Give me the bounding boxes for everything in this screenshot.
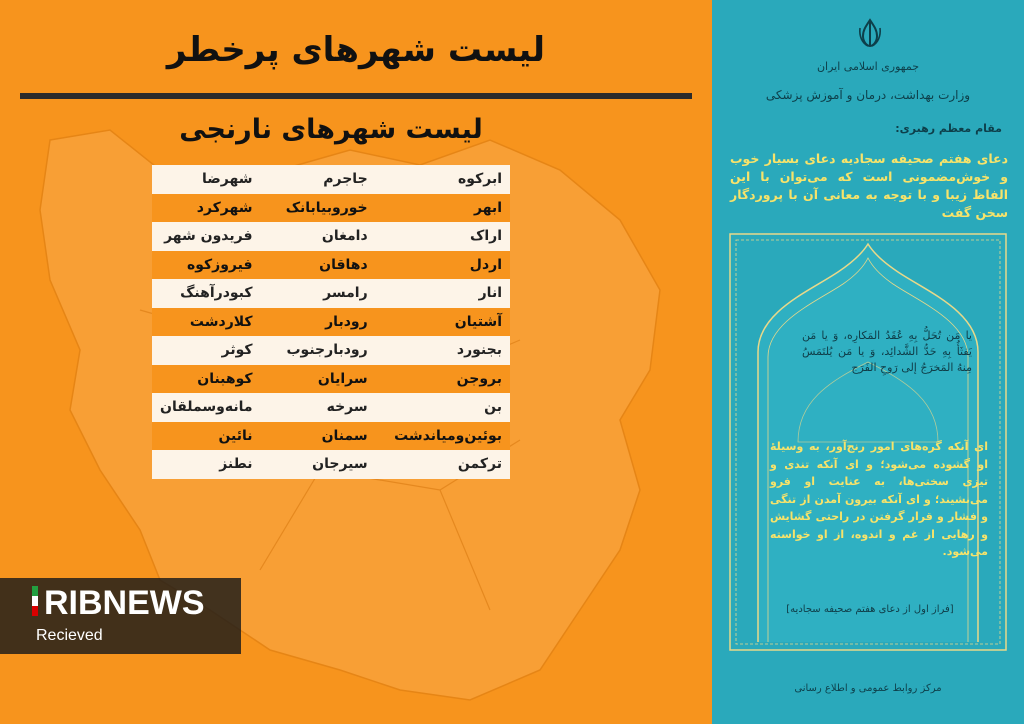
city-cell: رامسر bbox=[261, 279, 376, 308]
city-cell: کلاردشت bbox=[152, 308, 261, 337]
city-cell: سرایان bbox=[261, 365, 376, 394]
iran-flag-icon bbox=[32, 586, 38, 616]
city-cell: دامغان bbox=[261, 222, 376, 251]
table-row bbox=[152, 422, 510, 451]
ministry-name: وزارت بهداشت، درمان و آموزش پزشکی bbox=[765, 88, 971, 102]
city-cell: بروجن bbox=[376, 365, 510, 394]
city-cell: ابرکوه bbox=[376, 165, 510, 194]
city-cell: ابهر bbox=[376, 194, 510, 223]
city-cell: اراک bbox=[376, 222, 510, 251]
city-cell: سیرجان bbox=[261, 450, 376, 479]
city-cell: فریدون شهر bbox=[152, 222, 261, 251]
city-cell: انار bbox=[376, 279, 510, 308]
ribnews-logo: RIBNEWS bbox=[44, 584, 205, 622]
prayer-translation: ای آنکه گره‌های امور رنج‌آور، به وسیلهٔ او گشوده می‌شود؛ و ای آنکه تندی و تیزی سختی‌ها، به عنایت او فرو می‌نشیند؛ و ای آنکه بیرون آمدن از تنگی و فشار و قرار گرفتن در راحتی گشایش و رهایی از غم و اندوه، از او خواسته می‌شود. bbox=[770, 440, 988, 558]
page-title: لیست شهرهای پرخطر bbox=[166, 30, 546, 70]
prayer-source: [فراز اول از دعای هفتم صحیفه سجادیه] bbox=[786, 604, 954, 615]
leader-quote: دعای هفتم صحیفه سجادیه دعای بسیار خوب و خوش‌مضمونی است که می‌توان با این الفاظ زیبا و با توجه به معانی آن با پروردگار سخن گفت bbox=[730, 151, 1008, 220]
city-cell: ترکمن bbox=[376, 450, 510, 479]
city-cell: کوهبنان bbox=[152, 365, 261, 394]
city-cell: شهرکرد bbox=[152, 194, 261, 223]
table-row bbox=[152, 279, 510, 308]
table-row bbox=[152, 194, 510, 223]
table-row bbox=[152, 365, 510, 394]
city-cell: رودبار bbox=[261, 308, 376, 337]
city-cell: بوئین‌ومیاندشت bbox=[376, 422, 510, 451]
footer-department: مرکز روابط عمومی و اطلاع رسانی bbox=[794, 683, 942, 694]
city-cell: دهاقان bbox=[261, 251, 376, 280]
prayer-arabic-text: یا مَن تُحَلُّ بِهِ عُقَدُ المَکارِه، وَ یا مَن یَفثَأُ بِهِ حَدُّ الشَّدائِد، وَ یا مَن یُلتَمَسُ مِنهُ المَخرَجُ إلی رَوحِ الفَرَج bbox=[802, 329, 972, 374]
city-cell: بن bbox=[376, 393, 510, 422]
city-cell: نائین bbox=[152, 422, 261, 451]
city-cell: شهرضا bbox=[152, 165, 261, 194]
gov-name: جمهوری اسلامی ایران bbox=[816, 60, 920, 73]
orange-cities-table bbox=[152, 165, 510, 479]
table-row bbox=[152, 251, 510, 280]
city-cell: جاجرم bbox=[261, 165, 376, 194]
ministry-prayer-panel bbox=[712, 0, 1024, 724]
city-cell: رودبارجنوب bbox=[261, 336, 376, 365]
watermark-status: Recieved bbox=[36, 627, 103, 644]
city-cell: خوروبیابانک bbox=[261, 194, 376, 223]
table-row bbox=[152, 222, 510, 251]
table-row bbox=[152, 393, 510, 422]
city-cell: سمنان bbox=[261, 422, 376, 451]
city-cell: اردل bbox=[376, 251, 510, 280]
table-row bbox=[152, 308, 510, 337]
iran-emblem-icon bbox=[857, 18, 883, 48]
leader-title: مقام معظم رهبری: bbox=[895, 122, 1002, 135]
city-cell: سرخه bbox=[261, 393, 376, 422]
city-cell: بجنورد bbox=[376, 336, 510, 365]
table-row bbox=[152, 450, 510, 479]
table-title: لیست شهرهای نارنجی bbox=[179, 114, 483, 145]
title-divider bbox=[20, 93, 692, 99]
city-cell: مانه‌وسملقان bbox=[152, 393, 261, 422]
table-row bbox=[152, 336, 510, 365]
city-cell: نطنز bbox=[152, 450, 261, 479]
city-cell: کبودرآهنگ bbox=[152, 279, 261, 308]
table-row bbox=[152, 165, 510, 194]
city-cell: کوثر bbox=[152, 336, 261, 365]
city-cell: آشتیان bbox=[376, 308, 510, 337]
city-cell: فیروزکوه bbox=[152, 251, 261, 280]
